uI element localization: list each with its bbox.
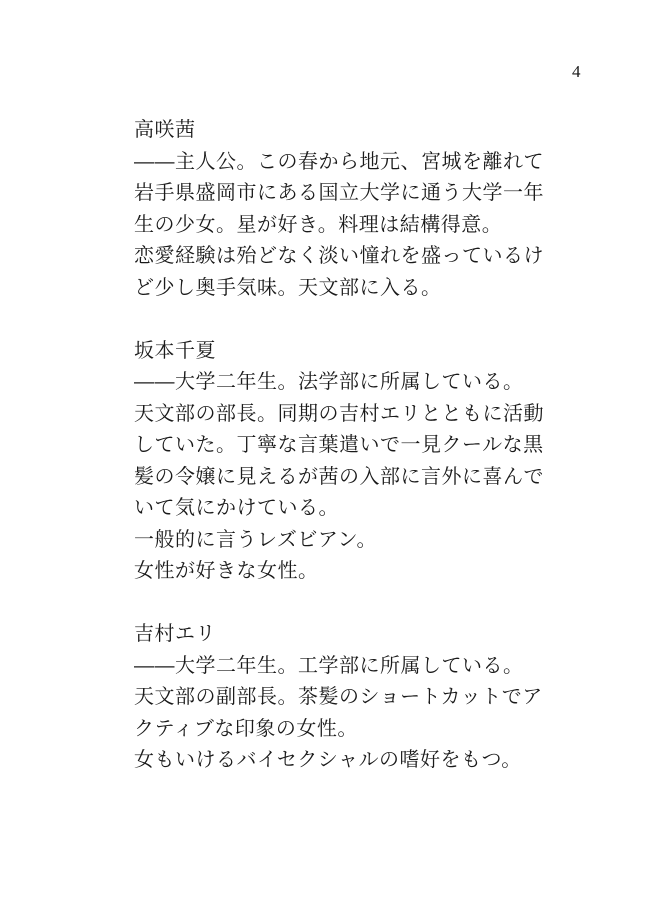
character-description-line: 髪の令嬢に見えるが茜の入部に言外に喜んで: [134, 463, 544, 488]
character-description-line: ――主人公。この春から地元、宮城を離れて: [134, 148, 544, 173]
character-list: [134, 114, 604, 776]
character-description-line: 天文部の部長。同期の吉村エリとともに活動: [134, 400, 544, 425]
character-description-line: していた。丁寧な言葉遣いで一見クールな黒: [134, 432, 544, 456]
character-description-line: ――大学二年生。法学部に所属している。: [134, 369, 524, 393]
character-description-line: 恋愛経験は殆どなく淡い憧れを盛っているけ: [134, 243, 544, 267]
character-description-line: 女性が好きな女性。: [134, 558, 319, 582]
character-description-line: いて気にかけている。: [134, 495, 339, 519]
character-name: 高咲茜: [134, 117, 196, 141]
character-description-line: 一般的に言うレズビアン。: [134, 526, 377, 551]
character-section-eri: [134, 618, 604, 776]
character-name: 吉村エリ: [134, 621, 216, 645]
character-description-line: 岩手県盛岡市にある国立大学に通う大学一年: [134, 180, 544, 204]
character-description-line: 女もいけるバイセクシャルの嗜好をもつ。: [134, 747, 522, 771]
character-description-line: ど少し奥手気味。天文部に入る。: [134, 274, 442, 299]
character-section-chinatsu: [134, 335, 604, 587]
character-description-line: クティブな印象の女性。: [134, 715, 358, 740]
page-number: 4: [572, 62, 581, 81]
character-description-line: 天文部の副部長。茶髪のショートカットでア: [134, 684, 543, 708]
character-name: 坂本千夏: [134, 337, 216, 362]
character-section-akane: [134, 114, 604, 303]
character-description-line: ――大学二年生。工学部に所属している。: [134, 652, 524, 677]
character-description-line: 生の少女。星が好き。料理は結構得意。: [134, 211, 503, 236]
